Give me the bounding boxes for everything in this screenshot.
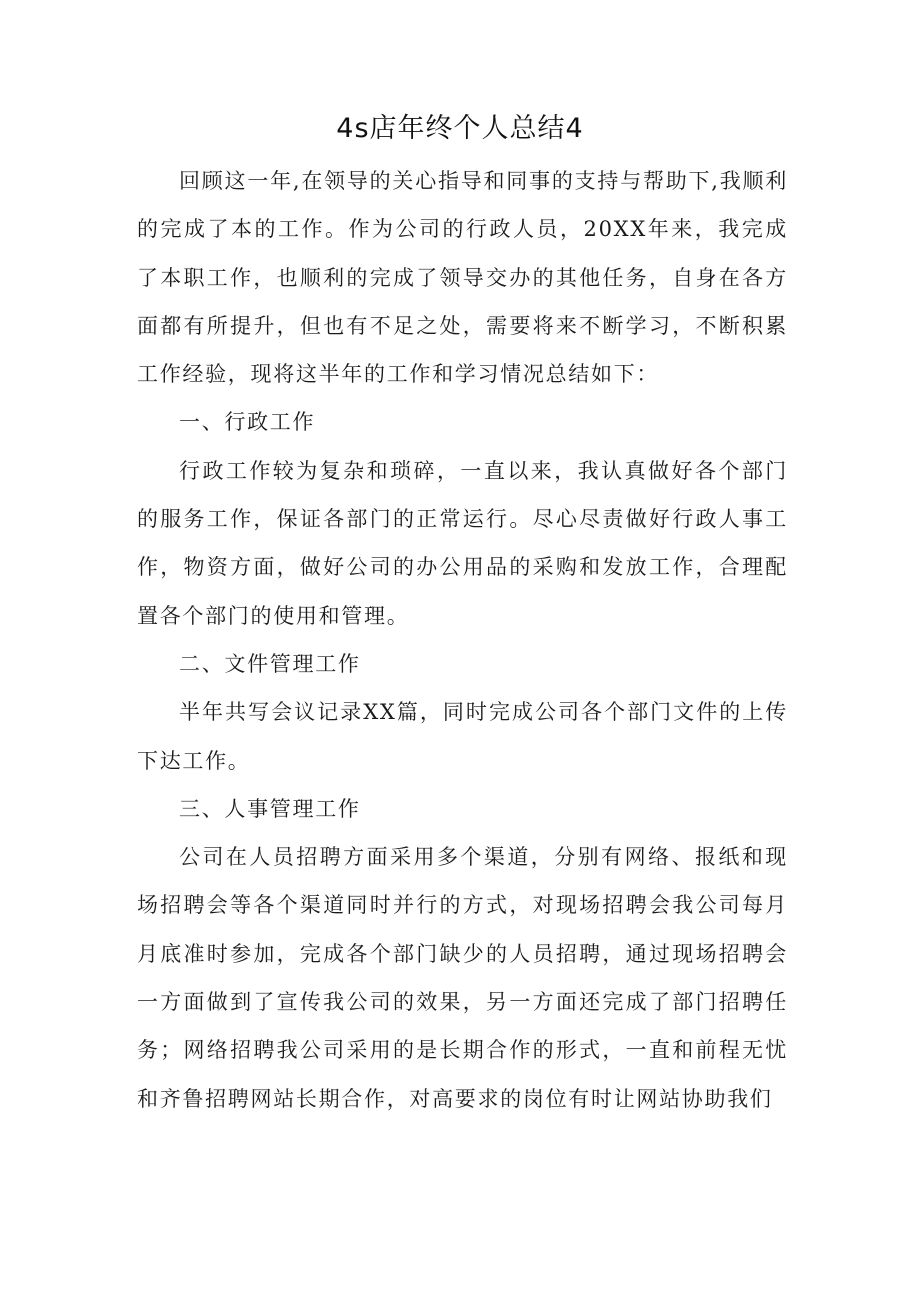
paragraph-files: 半年共写会议记录XX篇，同时完成公司各个部门文件的上传下达工作。 (137, 700, 788, 773)
section-heading-admin: 一、行政工作 (179, 410, 316, 435)
document-body (137, 157, 788, 1123)
paragraph-hr: 公司在人员招聘方面采用多个渠道，分别有网络、报纸和现场招聘会等各个渠道同时并行的方式，对现场招聘会我公司每月月底准时参加，完成各个部门缺少的人员招聘，通过现场招聘会一方面做到了宣传我公司的效果，另一方面还完成了部门招聘任务；网络招聘我公司采用的是长期合作的形式，一直和前程无忧和齐鲁招聘网站长期合作，对高要求的岗位有时让网站协助我们 (137, 845, 788, 1111)
document-title: 4s店年终个人总结4 (336, 113, 584, 144)
paragraph-intro: 回顾这一年,在领导的关心指导和同事的支持与帮助下,我顺利的完成了本的工作。作为公司的行政人员，20XX年来，我完成了本职工作，也顺利的完成了领导交办的其他任务，自身在各方面都有所提升，但也有不足之处，需要将来不断学习，不断积累工作经验，现将这半年的工作和学习情况总结如下： (137, 169, 788, 387)
section-heading-hr: 三、人事管理工作 (179, 796, 361, 821)
paragraph-admin: 行政工作较为复杂和琐碎，一直以来，我认真做好各个部门的服务工作，保证各部门的正常运行。尽心尽责做好行政人事工作，物资方面，做好公司的办公用品的采购和发放工作，合理配置各个部门的使用和管理。 (137, 458, 788, 628)
section-heading-files: 二、文件管理工作 (179, 651, 361, 676)
